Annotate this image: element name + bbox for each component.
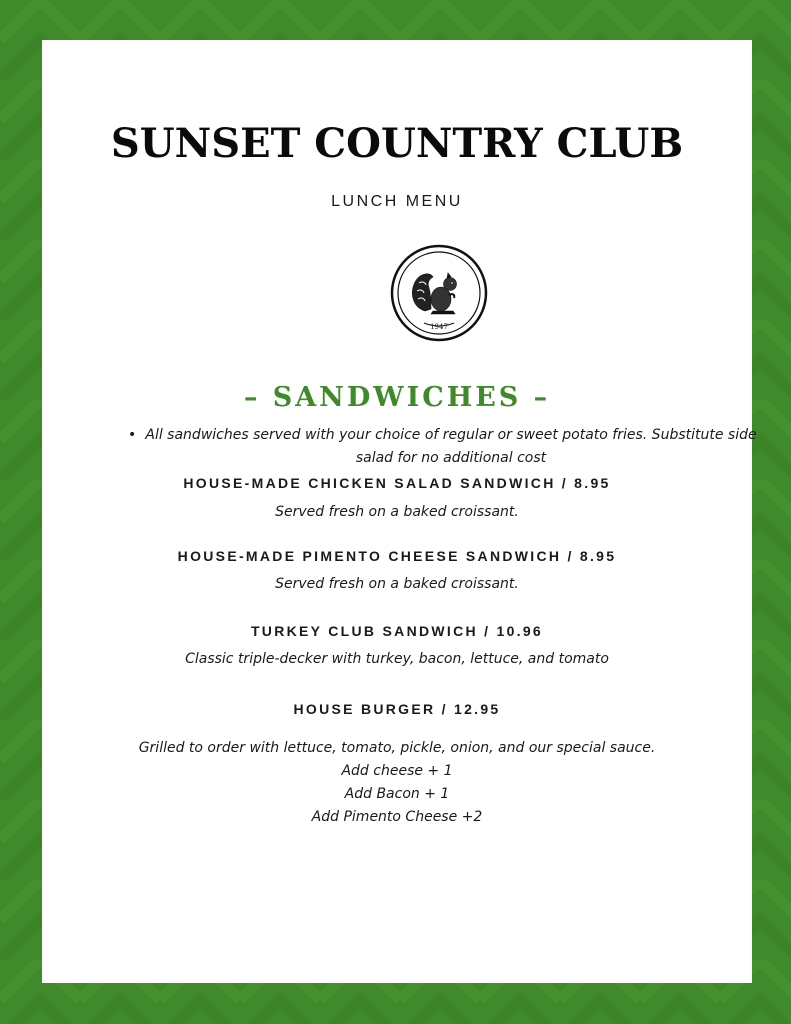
- section-note-text: All sandwiches served with your choice of regular or sweet potato fries. Substitute side salad for no additional cost: [145, 427, 757, 466]
- logo-year: 1947: [430, 323, 448, 331]
- menu-page: [42, 40, 757, 983]
- menu-item-description: Served fresh on a baked croissant.: [275, 504, 519, 520]
- squirrel-emblem-logo: [389, 243, 489, 343]
- menu-item-description: Classic triple-decker with turkey, bacon, lettuce, and tomato: [185, 651, 609, 667]
- menu-item-description: Served fresh on a baked croissant.: [275, 576, 519, 592]
- section-heading-sandwiches: – SANDWICHES –: [243, 382, 551, 413]
- menu-item-name: TURKEY CLUB SANDWICH / 10.96: [250, 623, 544, 639]
- menu-item-name: HOUSE-MADE CHICKEN SALAD SANDWICH / 8.95: [183, 475, 611, 491]
- menu-item-addon: Add Bacon + 1: [344, 786, 450, 802]
- menu-item-addon: Add cheese + 1: [341, 763, 453, 779]
- menu-item-addon: Add Pimento Cheese +2: [311, 809, 483, 825]
- menu-subtitle: LUNCH MENU: [331, 193, 463, 210]
- menu-item-name: HOUSE-MADE PIMENTO CHEESE SANDWICH / 8.95: [177, 548, 617, 564]
- menu-item-name: HOUSE BURGER / 12.95: [293, 701, 501, 717]
- club-title: SUNSET COUNTRY CLUB: [110, 120, 684, 167]
- bullet-icon: •: [128, 427, 137, 443]
- menu-item-description: Grilled to order with lettuce, tomato, pickle, onion, and our special sauce.: [138, 740, 656, 756]
- section-note: [128, 424, 760, 470]
